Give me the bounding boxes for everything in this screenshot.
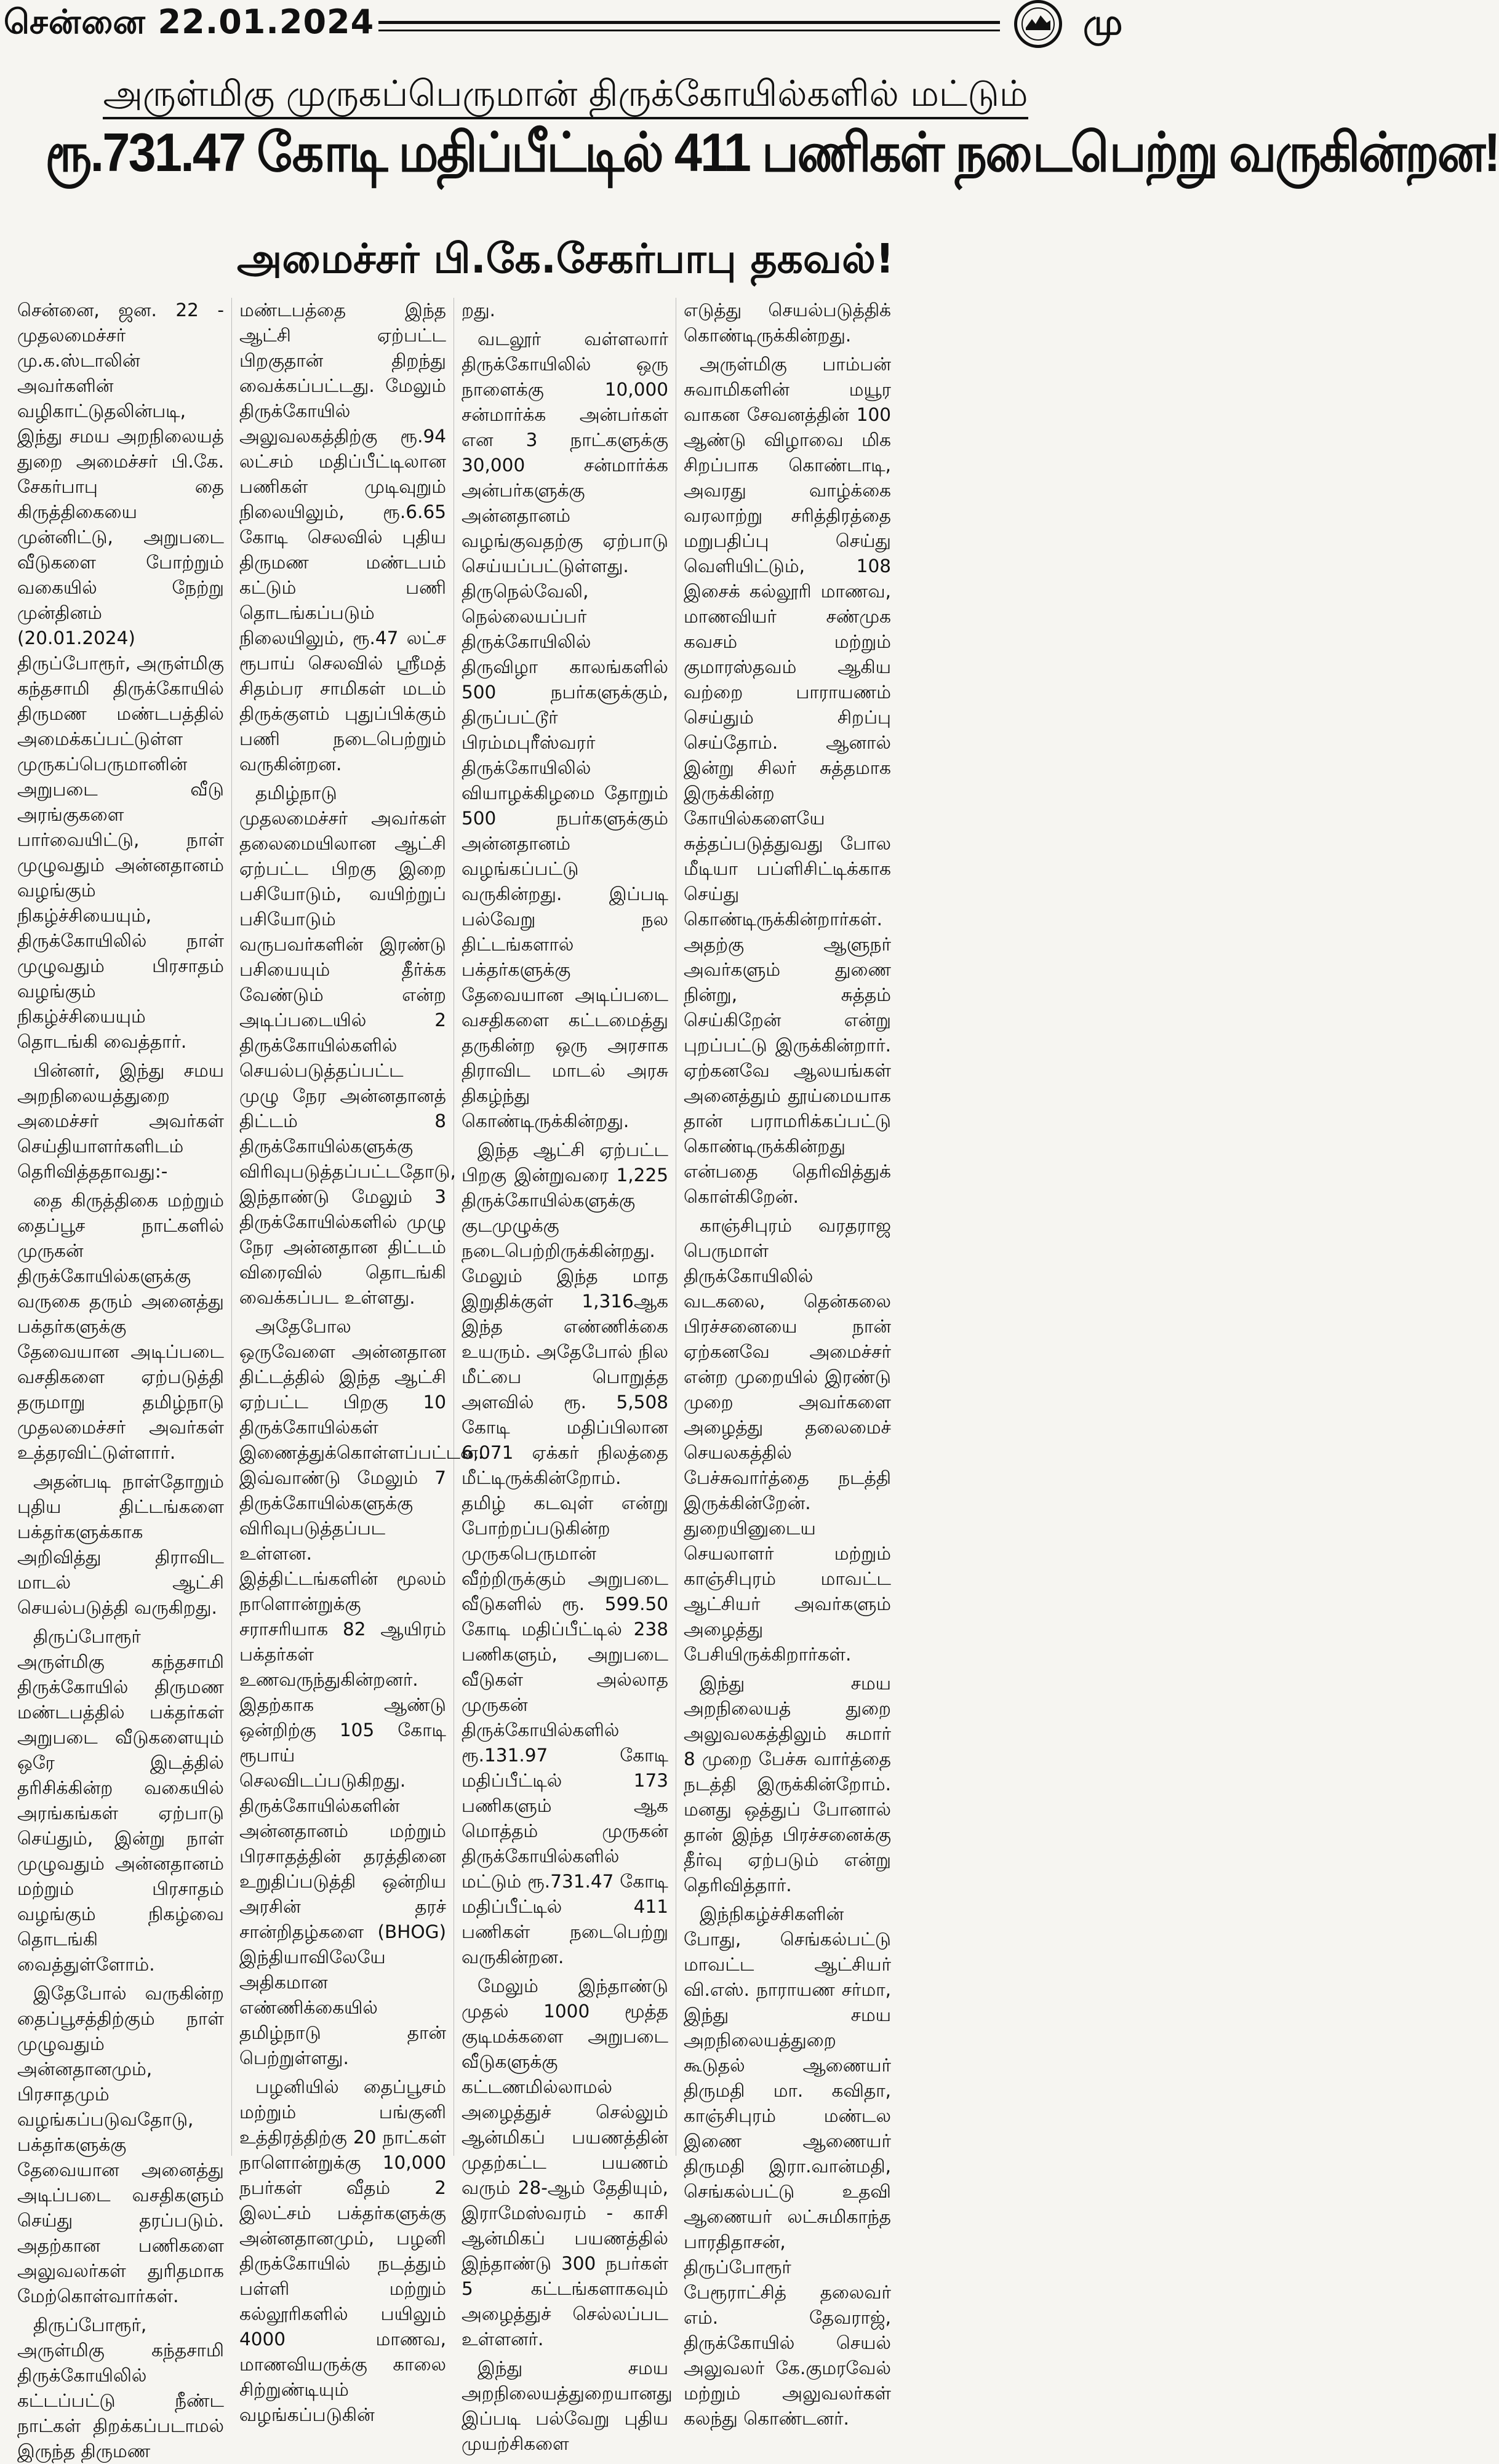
paragraph: மண்டபத்தை இந்த ஆட்சி ஏற்பட்ட பிறகுதான் திறந்து வைக்கப்பட்டது. மேலும் திருக்கோயில் அலுவலகத்திற்கு ரூ.94 லட்சம் மதிப்பீட்டிலான பணிகள் முடிவுறும் நிலையிலும், ரூ.6.65 கோடி செலவில் புதிய திருமண மண்டபம் கட்டும் பணி தொடங்கப்படும் நிலையிலும், ரூ.47 லட்ச ரூபாய் செலவில் ஸ்ரீமத் சிதம்பர சாமிகள் மடம் திருக்குளம் புதுப்பிக்கும் பணி நடைபெற்றும் வருகின்றன. [239,300,446,775]
paragraph: பழனியில் தைப்பூசம் மற்றும் பங்குனி உத்திரத்திற்கு 20 நாட்கள் நாளொன்றுக்கு 10,000 நபர்கள் வீதம் 2 இலட்சம் பக்தர்களுக்கு அன்னதானமும், பழனி திருக்கோயில் நடத்தும் பள்ளி மற்றும் கல்லூரிகளில் பயிலும் 4000 மாணவ, மாணவியருக்கு காலை சிற்றுண்டியும் வழங்கப்படுகின் [239,2076,446,2425]
paragraph: இந்த ஆட்சி ஏற்பட்ட பிறகு இன்றுவரை 1,225 திருக்கோயில்களுக்கு குடமுழுக்கு நடைபெற்றிருக்கின்றது. மேலும் இந்த மாத இறுதிக்குள் 1,316ஆக இந்த எண்ணிக்கை உயரும். அதேபோல் நில மீட்பை பொறுத்த அளவில் ரூ. 5,508 கோடி மதிப்பிலான 6,071 ஏக்கர் நிலத்தை மீட்டிருக்கின்றோம். தமிழ் கடவுள் என்று போற்றப்படுகின்ற முருகபெருமான் வீற்றிருக்கும் அறுபடை வீடுகளில் ரூ. 599.50 கோடி மதிப்பீட்டில் 238 பணிகளும், அறுபடை வீடுகள் அல்லாத முருகன் திருக்கோயில்களில் ரூ.131.97 கோடி மதிப்பீட்டில் 173 பணிகளும் ஆக மொத்தம் முருகன் திருக்கோயில்களில் மட்டும் ரூ.731.47 கோடி மதிப்பீட்டில் 411 பணிகள் நடைபெற்று வருகின்றன. [462,1139,668,1968]
article-column [454,298,676,2454]
paragraph: இதேபோல் வருகின்ற தைப்பூசத்திற்கும் நாள் முழுவதும் அன்னதானமும், பிரசாதமும் வழங்கப்படுவதோடு, பக்தர்களுக்கு தேவையான அனைத்து அடிப்படை வசதிகளும் செய்து தரப்படும். அதற்கான பணிகளை அலுவலர்கள் துரிதமாக மேற்கொள்வார்கள். [17,1983,224,2307]
paragraph: அருள்மிகு பாம்பன் சுவாமிகளின் மயூர வாகன சேவனத்தின் 100 ஆண்டு விழாவை மிக சிறப்பாக கொண்டாடி, அவரது வாழ்க்கை வரலாற்று சரித்திரத்தை மறுபதிப்பு செய்து வெளியிட்டும், 108 இசைக் கல்லூரி மாணவ, மாணவியர் சண்முக கவசம் மற்றும் குமாரஸ்தவம் ஆகிய வற்றை பாராயணம் செய்தும் சிறப்பு செய்தோம். ஆனால் இன்று சிலர் சுத்தமாக இருக்கின்ற கோயில்களையே சுத்தப்படுத்துவது போல மீடியா பப்ளிசிட்டிக்காக செய்து கொண்டிருக்கின்றார்கள். அதற்கு ஆளுநர் அவர்களும் துணை நின்று, சுத்தம் செய்கிறேன் என்று புறப்பட்டு இருக்கின்றார். ஏற்கனவே ஆலயங்கள் அனைத்தும் தூய்மையாக தான் பராமரிக்கப்பட்டு கொண்டிருக்கின்றது என்பதை தெரிவித்துக் கொள்கிறேன். [684,354,891,1207]
paragraph: தை கிருத்திகை மற்றும் தைப்பூச நாட்களில் முருகன் திருக்கோயில்களுக்கு வருகை தரும் அனைத்து பக்தர்களுக்கு தேவையான அடிப்படை வசதிகளை ஏற்படுத்தி தருமாறு தமிழ்நாடு முதலமைச்சர் அவர்கள் உத்தரவிட்டுள்ளார். [17,1190,224,1463]
paragraph: திருப்போரூர், அருள்மிகு கந்தசாமி திருக்கோயிலில் கட்டப்பட்டு நீண்ட நாட்கள் திறக்கப்படாமல் இருந்த திருமண [17,2314,224,2462]
paragraph: இந்து சமய அறநிலையத் துறை அலுவலகத்திலும் சுமார் 8 முறை பேச்சு வார்த்தை நடத்தி இருக்கின்றோம். மனது ஒத்துப் போனால் தான் இந்த பிரச்சனைக்கு தீர்வு ஏற்படும் என்று தெரிவித்தார். [684,1673,891,1896]
paragraph: அதேபோல ஒருவேளை அன்னதான திட்டத்தில் இந்த ஆட்சி ஏற்பட்ட பிறகு 10 திருக்கோயில்கள் இணைத்துக்கொள்ளப்பட்டன. இவ்வாண்டு மேலும் 7 திருக்கோயில்களுக்கு விரிவுபடுத்தப்பட உள்ளன. இத்திட்டங்களின் மூலம் நாளொன்றுக்கு சராசரியாக 82 ஆயிரம் பக்தர்கள் உணவருந்துகின்றனர். இதற்காக ஆண்டு ஒன்றிற்கு 105 கோடி ரூபாய் செலவிடப்படுகிறது. திருக்கோயில்களின் அன்னதானம் மற்றும் பிரசாதத்தின் தரத்தினை உறுதிப்படுத்தி ஒன்றிய அரசின் தரச் சான்றிதழ்களை (BHOG) இந்தியாவிலேயே அதிகமான எண்ணிக்கையில் தமிழ்நாடு தான் பெற்றுள்ளது. [239,1316,484,2068]
paragraph: காஞ்சிபுரம் வரதராஜ பெருமாள் திருக்கோயிலில் வடகலை, தென்கலை பிரச்சனையை நான் ஏற்கனவே அமைச்சர் என்ற முறையில் இரண்டு முறை அவர்களை அழைத்து தலைமைச் செயலகத்தில் பேச்சுவார்த்தை நடத்தி இருக்கின்றேன். துறையினுடைய செயலாளர் மற்றும் காஞ்சிபுரம் மாவட்ட ஆட்சியர் அவர்களும் அழைத்து பேசியிருக்கிறார்கள். [684,1215,891,1665]
kicker-text: அருள்மிகு முருகப்பெருமான் திருக்கோயில்களில் மட்டும் [103,73,1028,119]
rising-sun-emblem-icon [1014,0,1062,48]
paragraph: வடலூர் வள்ளலார் திருக்கோயிலில் ஒரு நாளைக்கு 10,000 சன்மார்க்க அன்பர்கள் என 3 நாட்களுக்கு 30,000 சன்மார்க்க அன்பர்களுக்கு அன்னதானம் வழங்குவதற்கு ஏற்பாடு செய்யப்பட்டுள்ளது. திருநெல்வேலி, நெல்லையப்பர் திருக்கோயிலில் திருவிழா காலங்களில் 500 நபர்களுக்கும், திருப்பட்டூர் பிரம்மபுரீஸ்வரர் திருக்கோயிலில் வியாழக்கிழமை தோறும் 500 நபர்களுக்கும் அன்னதானம் வழங்கப்பட்டு வருகின்றது. இப்படி பல்வேறு நல திட்டங்களால் பக்தர்களுக்கு தேவையான அடிப்படை வசதிகளை கட்டமைத்து தருகின்ற ஒரு அரசாக திராவிட மாடல் அரசு திகழ்ந்து கொண்டிருக்கின்றது. [462,329,668,1131]
paragraph: திருப்போரூர் அருள்மிகு கந்தசாமி திருக்கோயில் திருமண மண்டபத்தில் பக்தர்கள் அறுபடை வீடுகளையும் ஒரே இடத்தில் தரிசிக்கின்ற வகையில் அரங்கங்கள் ஏற்பாடு செய்தும், இன்று நாள் முழுவதும் அன்னதானம் மற்றும் பிரசாதம் வழங்கும் நிகழ்வை தொடங்கி வைத்துள்ளோம். [17,1626,224,1975]
paragraph: றது. [462,300,496,321]
paragraph: இந்நிகழ்ச்சிகளின் போது, செங்கல்பட்டு மாவட்ட ஆட்சியர் வி.எஸ். நாராயண சர்மா, இந்து சமய அறநிலையத்துறை கூடுதல் ஆணையர் திருமதி மா. கவிதா, காஞ்சிபுரம் மண்டல இணை ஆணையர் திருமதி இரா.வான்மதி, செங்கல்பட்டு உதவி ஆணையர் லட்சுமிகாந்த பாரதிதாசன், திருப்போரூர் பேரூராட்சித் தலைவர் எம். தேவராஜ், திருக்கோயில் செயல் அலுவலர் கே.குமரவேல் மற்றும் அலுவலர்கள் கலந்து கொண்டனர். [684,1904,891,2429]
masthead-strip [0,0,1131,55]
kicker [0,73,1131,119]
paragraph: மேலும் இந்தாண்டு முதல் 1000 மூத்த குடிமக்களை அறுபடை வீடுகளுக்கு கட்டணமில்லாமல் அழைத்துச் செல்லும் ஆன்மிகப் பயணத்தின் முதற்கட்ட பயணம் வரும் 28-ஆம் தேதியும், இராமேஸ்வரம் - காசி ஆன்மிகப் பயணத்தில் இந்தாண்டு 300 நபர்கள் 5 கட்டங்களாகவும் அழைத்துச் செல்லப்பட உள்ளனர். [462,1976,668,2350]
article-column [10,298,232,2462]
paragraph: தமிழ்நாடு முதலமைச்சர் அவர்கள் தலைமையிலான ஆட்சி ஏற்பட்ட பிறகு இறை பசியோடும், வயிற்றுப் பசியோடும் வருபவர்களின் இரண்டு பசியையும் தீர்க்க வேண்டும் என்ற அடிப்படையில் 2 திருக்கோயில்களில் செயல்படுத்தப்பட்ட முழு நேர அன்னதானத் திட்டம் 8 திருக்கோயில்களுக்கு விரிவுபடுத்தப்பட்டதோடு, இந்தாண்டு மேலும் 3 திருக்கோயில்களில் முழு நேர அன்னதான திட்டம் விரைவில் தொடங்கி வைக்கப்பட உள்ளது. [239,783,456,1308]
masthead-rule [378,30,1000,31]
subheadline: அமைச்சர் பி.கே.சேகர்பாபு தகவல்! [237,235,894,282]
article-column [232,298,484,2425]
article-column [676,298,898,2429]
headline: ரூ.731.47 கோடி மதிப்பீட்டில் 411 பணிகள் நடைபெற்று வருகின்றன! [45,122,1499,183]
paragraph: இந்து சமய அறநிலையத்துறையானது இப்படி பல்வேறு புதிய முயற்சிகளை [462,2358,673,2454]
paragraph: அதன்படி நாள்தோறும் புதிய திட்டங்களை பக்தர்களுக்காக அறிவித்து திராவிட மாடல் ஆட்சி செயல்படுத்தி வருகிறது. [17,1471,224,1618]
dateline: சென்னை 22.01.2024 [4,2,375,41]
paper-name: மு [1083,1,1123,43]
article-body [10,298,1121,2462]
paragraph: சென்னை, ஜன. 22 - முதலமைச்சர் மு.க.ஸ்டாலின் அவர்களின் வழிகாட்டுதலின்படி, இந்து சமய அறநிலையத் துறை அமைச்சர் பி.கே. சேகர்பாபு தை கிருத்திகையை முன்னிட்டு, அறுபடை வீடுகளை போற்றும் வகையில் நேற்று முன்தினம் (20.01.2024) திருப்போரூர், அருள்மிகு கந்தசாமி திருக்கோயில் திருமண மண்டபத்தில் அமைக்கப்பட்டுள்ள முருகப்பெருமானின் அறுபடை வீடு அரங்குகளை பார்வையிட்டு, நாள் முழுவதும் அன்னதானம் வழங்கும் நிகழ்ச்சியையும், திருக்கோயிலில் நாள் முழுவதும் பிரசாதம் வழங்கும் நிகழ்ச்சியையும் தொடங்கி வைத்தார். [17,300,224,1052]
masthead-rule [378,21,1000,24]
paragraph: பின்னர், இந்து சமய அறநிலையத்துறை அமைச்சர் அவர்கள் செய்தியாளர்களிடம் தெரிவித்ததாவது:- [17,1060,224,1182]
paragraph: எடுத்து செயல்படுத்திக் கொண்டிருக்கின்றது. [684,300,891,346]
